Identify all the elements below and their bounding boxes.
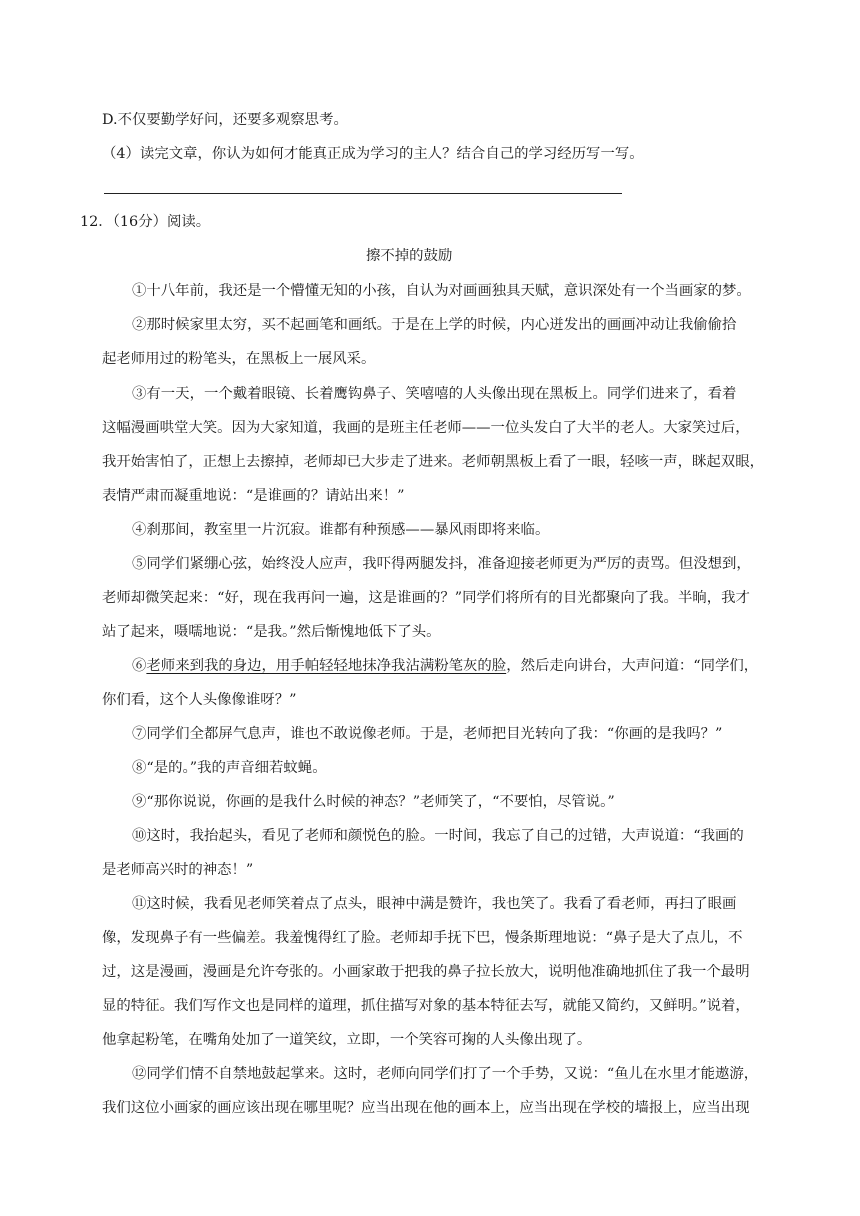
paragraph-6-line-2: 你们看，这个人头像像谁呀？” [102,692,297,708]
option-d: D.不仅要勤学好问，还要多观察思考。 [102,112,348,128]
paragraph-11-line-1: ⑪这时候，我看见老师笑着点了点头，眼神中满是赞许，我也笑了。我看了看老师，再扫了眼画 [132,896,737,912]
paragraph-2-line-2: 起老师用过的粉笔头，在黑板上一展风采。 [102,351,376,367]
paragraph-5-line-3: 站了起来，嗫嚅地说：“是我。”然后惭愧地低下了头。 [102,624,441,640]
paragraph-11-line-5: 他拿起粉笔，在嘴角处加了一道笑纹，立即，一个笑容可掬的人头像出现了。 [102,1032,592,1048]
paragraph-2-line-1: ②那时候家里太穷，买不起画笔和画纸。于是在上学的时候，内心迸发出的画画冲动让我偷偷拾 [132,317,737,333]
paragraph-10-line-1: ⑩这时，我抬起头，看见了老师和颜悦色的脸。一时间，我忘了自己的过错，大声说道：“我画的 [132,828,744,844]
paragraph-11-line-4: 显的特征。我们写作文也是同样的道理，抓住描写对象的基本特征去写，就能又简约，又鲜明。”说着， [102,998,750,1014]
paragraph-3-line-2: 这幅漫画哄堂大笑。因为大家知道，我画的是班主任老师——一位头发白了大半的老人。大家笑过后， [102,420,750,436]
paragraph-10-line-2: 是老师高兴时的神态！” [102,862,254,878]
paragraph-5-line-2: 老师却微笑起来：“好，现在我再问一遍，这是谁画的？”同学们将所有的目光都聚向了我。半晌，我才 [102,590,750,606]
paragraph-12-line-1: ⑫同学们情不自禁地鼓起掌来。这时，老师向同学们打了一个手势，又说：“鱼儿在水里才能遨游， [132,1066,759,1082]
paragraph-4: ④刹那间，教室里一片沉寂。谁都有种预感——暴风雨即将来临。 [132,522,550,538]
paragraph-6-number: ⑥ [132,658,147,674]
paragraph-6-line-1 [132,656,758,676]
question-12-header: 12．（16分）阅读。 [80,214,211,230]
answer-blank-line[interactable] [104,193,622,194]
underlined-sentence: 老师来到我的身边，用手帕轻轻地抹净我沾满粉笔灰的脸 [146,658,507,674]
paragraph-11-line-3: 过，这是漫画，漫画是允许夸张的。小画家敢于把我的鼻子拉长放大，说明他准确地抓住了我一个最明 [102,964,750,980]
article-title: 擦不掉的鼓励 [366,248,453,264]
paragraph-7: ⑦同学们全都屏气息声，谁也不敢说像老师。于是，老师把目光转向了我：“你画的是我吗？” [132,726,723,742]
paragraph-9: ⑨“那你说说，你画的是我什么时候的神态？”老师笑了，“不要怕，尽管说。” [132,794,615,810]
paragraph-8: ⑧“是的。”我的声音细若蚊蝇。 [132,760,327,776]
paragraph-1: ①十八年前，我还是一个懵懂无知的小孩，自认为对画画独具天赋，意识深处有一个当画家的梦。 [132,283,751,299]
paragraph-3-line-4: 表情严肃而凝重地说：“是谁画的？请站出来！” [102,488,405,504]
question-4-prompt: （4）读完文章，你认为如何才能真正成为学习的主人？结合自己的学习经历写一写。 [102,146,644,162]
paragraph-12-line-2: 我们这位小画家的画应该出现在哪里呢？应当出现在他的画本上，应当出现在学校的墙报上，应当出现 [102,1100,750,1116]
paragraph-3-line-1: ③有一天，一个戴着眼镜、长着鹰钩鼻子、笑嘻嘻的人头像出现在黑板上。同学们进来了，看着 [132,386,737,402]
paragraph-5-line-1: ⑤同学们紧绷心弦，始终没人应声，我吓得两腿发抖，准备迎接老师更为严厉的责骂。但没想到， [132,556,751,572]
paragraph-11-line-2: 像，发现鼻子有一些偏差。我羞愧得红了脸。老师却手抚下巴，慢条斯理地说：“鼻子是大了点儿，不 [102,930,743,946]
paragraph-3-line-3: 我开始害怕了，正想上去擦掉，老师却已大步走了进来。老师朝黑板上看了一眼，轻咳一声，眯起双眼， [102,454,764,470]
paragraph-6-rest: ，然后走向讲台，大声问道：“同学们， [506,658,759,674]
